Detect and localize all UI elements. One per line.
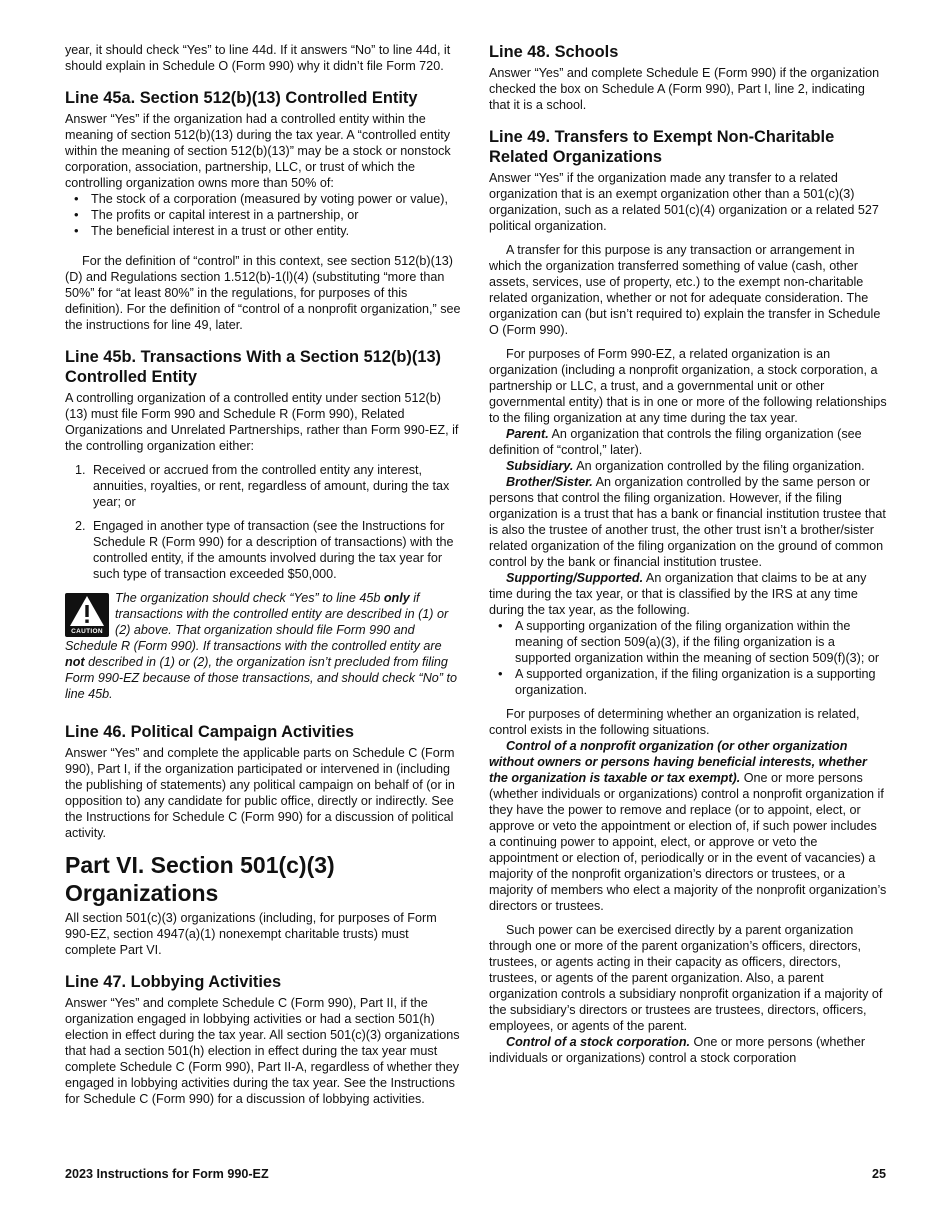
paragraph-part-vi: All section 501(c)(3) organizations (including, for purposes of Form 990-EZ, section 4947(a)(1) nonexempt charitable trusts) must complete Part VI. — [65, 911, 437, 957]
term-supporting-supported: Supporting/Supported. — [506, 571, 644, 585]
footer-title: 2023 Instructions for Form 990-EZ — [65, 1167, 269, 1181]
paragraph-line-45a: Answer “Yes” if the organization had a controlled entity within the meaning of section 512(b)(13) during the tax year. A “controlled entity within the meaning of section 512(b)(13)” may be a stock or nonstock corporation, association, partnership, LLC, or trust of which the controlling organization owns more than 50% of: — [65, 112, 451, 190]
heading-line-48: Line 48. Schools — [489, 43, 619, 61]
left-column — [65, 42, 461, 1107]
term-brother-sister: Brother/Sister. — [506, 475, 593, 489]
bullet-list-45a — [65, 191, 461, 239]
paragraph-line-45b: A controlling organization of a controlled entity under section 512(b)(13) must file Form 990 and Schedule R (Form 990), Related Organizations and Unrelated Partnerships, rather than Form 990-EZ, if the controlling organization either: — [65, 391, 459, 453]
bullet-list-supporting — [489, 618, 887, 698]
list-item — [75, 518, 461, 582]
paragraph-line-49: Answer “Yes” if the organization made any transfer to a related organization that is an exempt organization other than a 501(c)(3) organization, such as a related 501(c)(4) organization or a related 527 political organization. — [489, 171, 879, 233]
paragraph-control-definition: For the definition of “control” in this context, see section 512(b)(13)(D) and Regulations section 1.512(b)-1(l)(4) (substituting “more than 50%” for “at least 80%” in the regulations, for purposes of this definition). For the definition of “control of a nonprofit organization,” see the instructions for line 49, later. — [65, 254, 461, 332]
paragraph-subsidiary — [489, 458, 887, 474]
right-column — [489, 42, 887, 1066]
definition-text: One or more persons (whether individuals or organizations) control a nonprofit organization if they have the power to remove and replace (or to appoint, elect, or approve or veto the appointment or election of, if such power includes a continuing power to appoint, elect, or approve or veto the appointment or election of, periodically or in the event of vacancies) a majority of the nonprofit organization’s directors or trustees, or a majority of members who elect a majority of the nonprofit organization’s directors or trustees. — [489, 771, 887, 913]
term-control-stock: Control of a stock corporation. — [506, 1035, 691, 1049]
list-item — [75, 462, 461, 510]
heading-line-49: Line 49. Transfers to Exempt Non-Charitable Related Organizations — [489, 128, 835, 166]
numbered-list-45b — [65, 462, 461, 582]
heading-line-45a: Line 45a. Section 512(b)(13) Controlled Entity — [65, 89, 418, 107]
list-number: 2. — [75, 519, 86, 533]
definition-text: An organization that controls the filing organization (see definition of “control,” later). — [489, 427, 862, 457]
paragraph-brother-sister — [489, 474, 887, 570]
caution-text: The organization should check “Yes” to line 45b — [115, 591, 384, 605]
paragraph-line-47: Answer “Yes” and complete Schedule C (Form 990), Part II, if the organization engaged in lobbying activities or had a section 501(h) election in effect during the tax year. All section 501(c)(3) organizations that had a section 501(h) election in effect during the tax year must complete Schedule C (Form 990), Part II-A, regardless of whether they engaged in lobbying activities during the tax year. See the Instructions for Schedule C (Form 990) for a discussion of lobbying activities. — [65, 996, 460, 1106]
term-control-nonprofit: Control of a nonprofit organization (or other organization without owners or persons having beneficial interests, whether the organization is taxable or tax exempt). — [489, 739, 867, 785]
paragraph-transfer-definition: A transfer for this purpose is any transaction or arrangement in which the organization transferred something of value (cash, other assets, services, use of property, etc.) to the exempt non-charitable related organization, whether or not for adequate consideration. The organization can (but isn’t required to) explain the transfer in Schedule O (Form 990). — [489, 243, 881, 337]
caution-emphasis-not: not — [65, 655, 85, 669]
page-number: 25 — [871, 1167, 886, 1181]
paragraph-line-48: Answer “Yes” and complete Schedule E (Form 990) if the organization checked the box on Schedule A (Form 990), Part I, line 2, indicating that it is a school. — [489, 66, 880, 112]
paragraph-parent — [489, 426, 887, 458]
caution-label: CAUTION — [71, 628, 103, 635]
list-item: • A supporting organization of the filing organization within the meaning of section 509(a)(3), if the filing organization is a supported organization within the meaning of section 509(f)(3); or — [515, 618, 887, 666]
caution-text: described in (1) or (2), the organization isn’t precluded from filing Form 990-EZ because of those transactions, and should check “No” to line 45b. — [65, 655, 458, 701]
heading-line-47: Line 47. Lobbying Activities — [65, 973, 282, 991]
list-item: • The stock of a corporation (measured by voting power or value), — [91, 191, 461, 207]
caution-icon — [65, 593, 109, 637]
caution-note — [65, 590, 461, 702]
paragraph-control-stock — [489, 1034, 887, 1066]
caution-text: if transactions with the controlled entity are described in (1) or (2) above. That organization should file Form 990 and Schedule R (Form 990). If transactions with the controlled entity are — [65, 591, 449, 653]
definition-text: One or more persons (whether individuals or organizations) control a stock corporation — [489, 1035, 866, 1065]
list-item-text: Received or accrued from the controlled entity any interest, annuities, royalties, or rent, regardless of amount, during the tax year; or — [93, 463, 450, 509]
paragraph-control-intro: For purposes of determining whether an organization is related, control exists in the following situations. — [489, 707, 860, 737]
definition-text: An organization that claims to be at any time during the tax year, or that is classified by the IRS at any time during the tax year, as the following. — [489, 571, 867, 617]
definition-text: An organization controlled by the filing organization. — [573, 459, 865, 473]
term-parent: Parent. — [506, 427, 549, 441]
paragraph-related-organization: For purposes of Form 990-EZ, a related organization is an organization (including a nonprofit organization, a stock corporation, a partnership or LLC, a trust, and a governmental unit or other governmental entity) that is in one or more of the following relationships to the filing organization at any time during the tax year. — [489, 347, 887, 425]
paragraph-line-46: Answer “Yes” and complete the applicable parts on Schedule C (Form 990), Part I, if the organization participated or intervened in (including the publishing of statements) any political campaign on behalf of (or in opposition to) any candidate for public office, directly or indirectly. See the Instructions for Schedule C (Form 990) for a discussion of political activity. — [65, 746, 455, 840]
heading-part-vi: Part VI. Section 501(c)(3) Organizations — [65, 852, 335, 906]
list-item: • A supported organization, if the filing organization is a supporting organization. — [515, 666, 887, 698]
term-subsidiary: Subsidiary. — [506, 459, 574, 473]
list-item-text: Engaged in another type of transaction (see the Instructions for Schedule R (Form 990) for a description of transactions) with the controlled entity, if the amounts involved during the tax year for such type of transaction exceeded $50,000. — [93, 519, 454, 581]
heading-line-45b: Line 45b. Transactions With a Section 512(b)(13) Controlled Entity — [65, 348, 442, 386]
heading-line-46: Line 46. Political Campaign Activities — [65, 723, 355, 741]
paragraph-control-nonprofit — [489, 738, 887, 914]
caution-emphasis-only: only — [383, 591, 410, 605]
paragraph-supporting-supported — [489, 570, 887, 618]
intro-paragraph: year, it should check “Yes” to line 44d. If it answers “No” to line 44d, it should explain in Schedule O (Form 990) why it didn’t file Form 720. — [65, 43, 451, 73]
definition-text: An organization controlled by the same person or persons that control the filing organization. However, if the filing organization is a trust that has a bank or financial institution trustee that is also the trustee of another trust, the other trust isn’t a brother/sister related organization of the filing organization on the ground of common control by the bank or financial institution trustee. — [489, 475, 886, 569]
paragraph-exercise-power: Such power can be exercised directly by a parent organization through one or more of the parent organization’s officers, directors, trustees, or agents acting in their capacity as officers, directors, trustees, or agents of the parent organization. Also, a parent organization controls a subsidiary nonprofit organization if a majority of the subsidiary’s directors or trustees are trustees, directors, officers, employees, or agents of the parent. — [489, 923, 883, 1033]
list-number: 1. — [75, 463, 86, 477]
list-item: • The beneficial interest in a trust or other entity. — [91, 223, 461, 239]
list-item: • The profits or capital interest in a partnership, or — [91, 207, 461, 223]
